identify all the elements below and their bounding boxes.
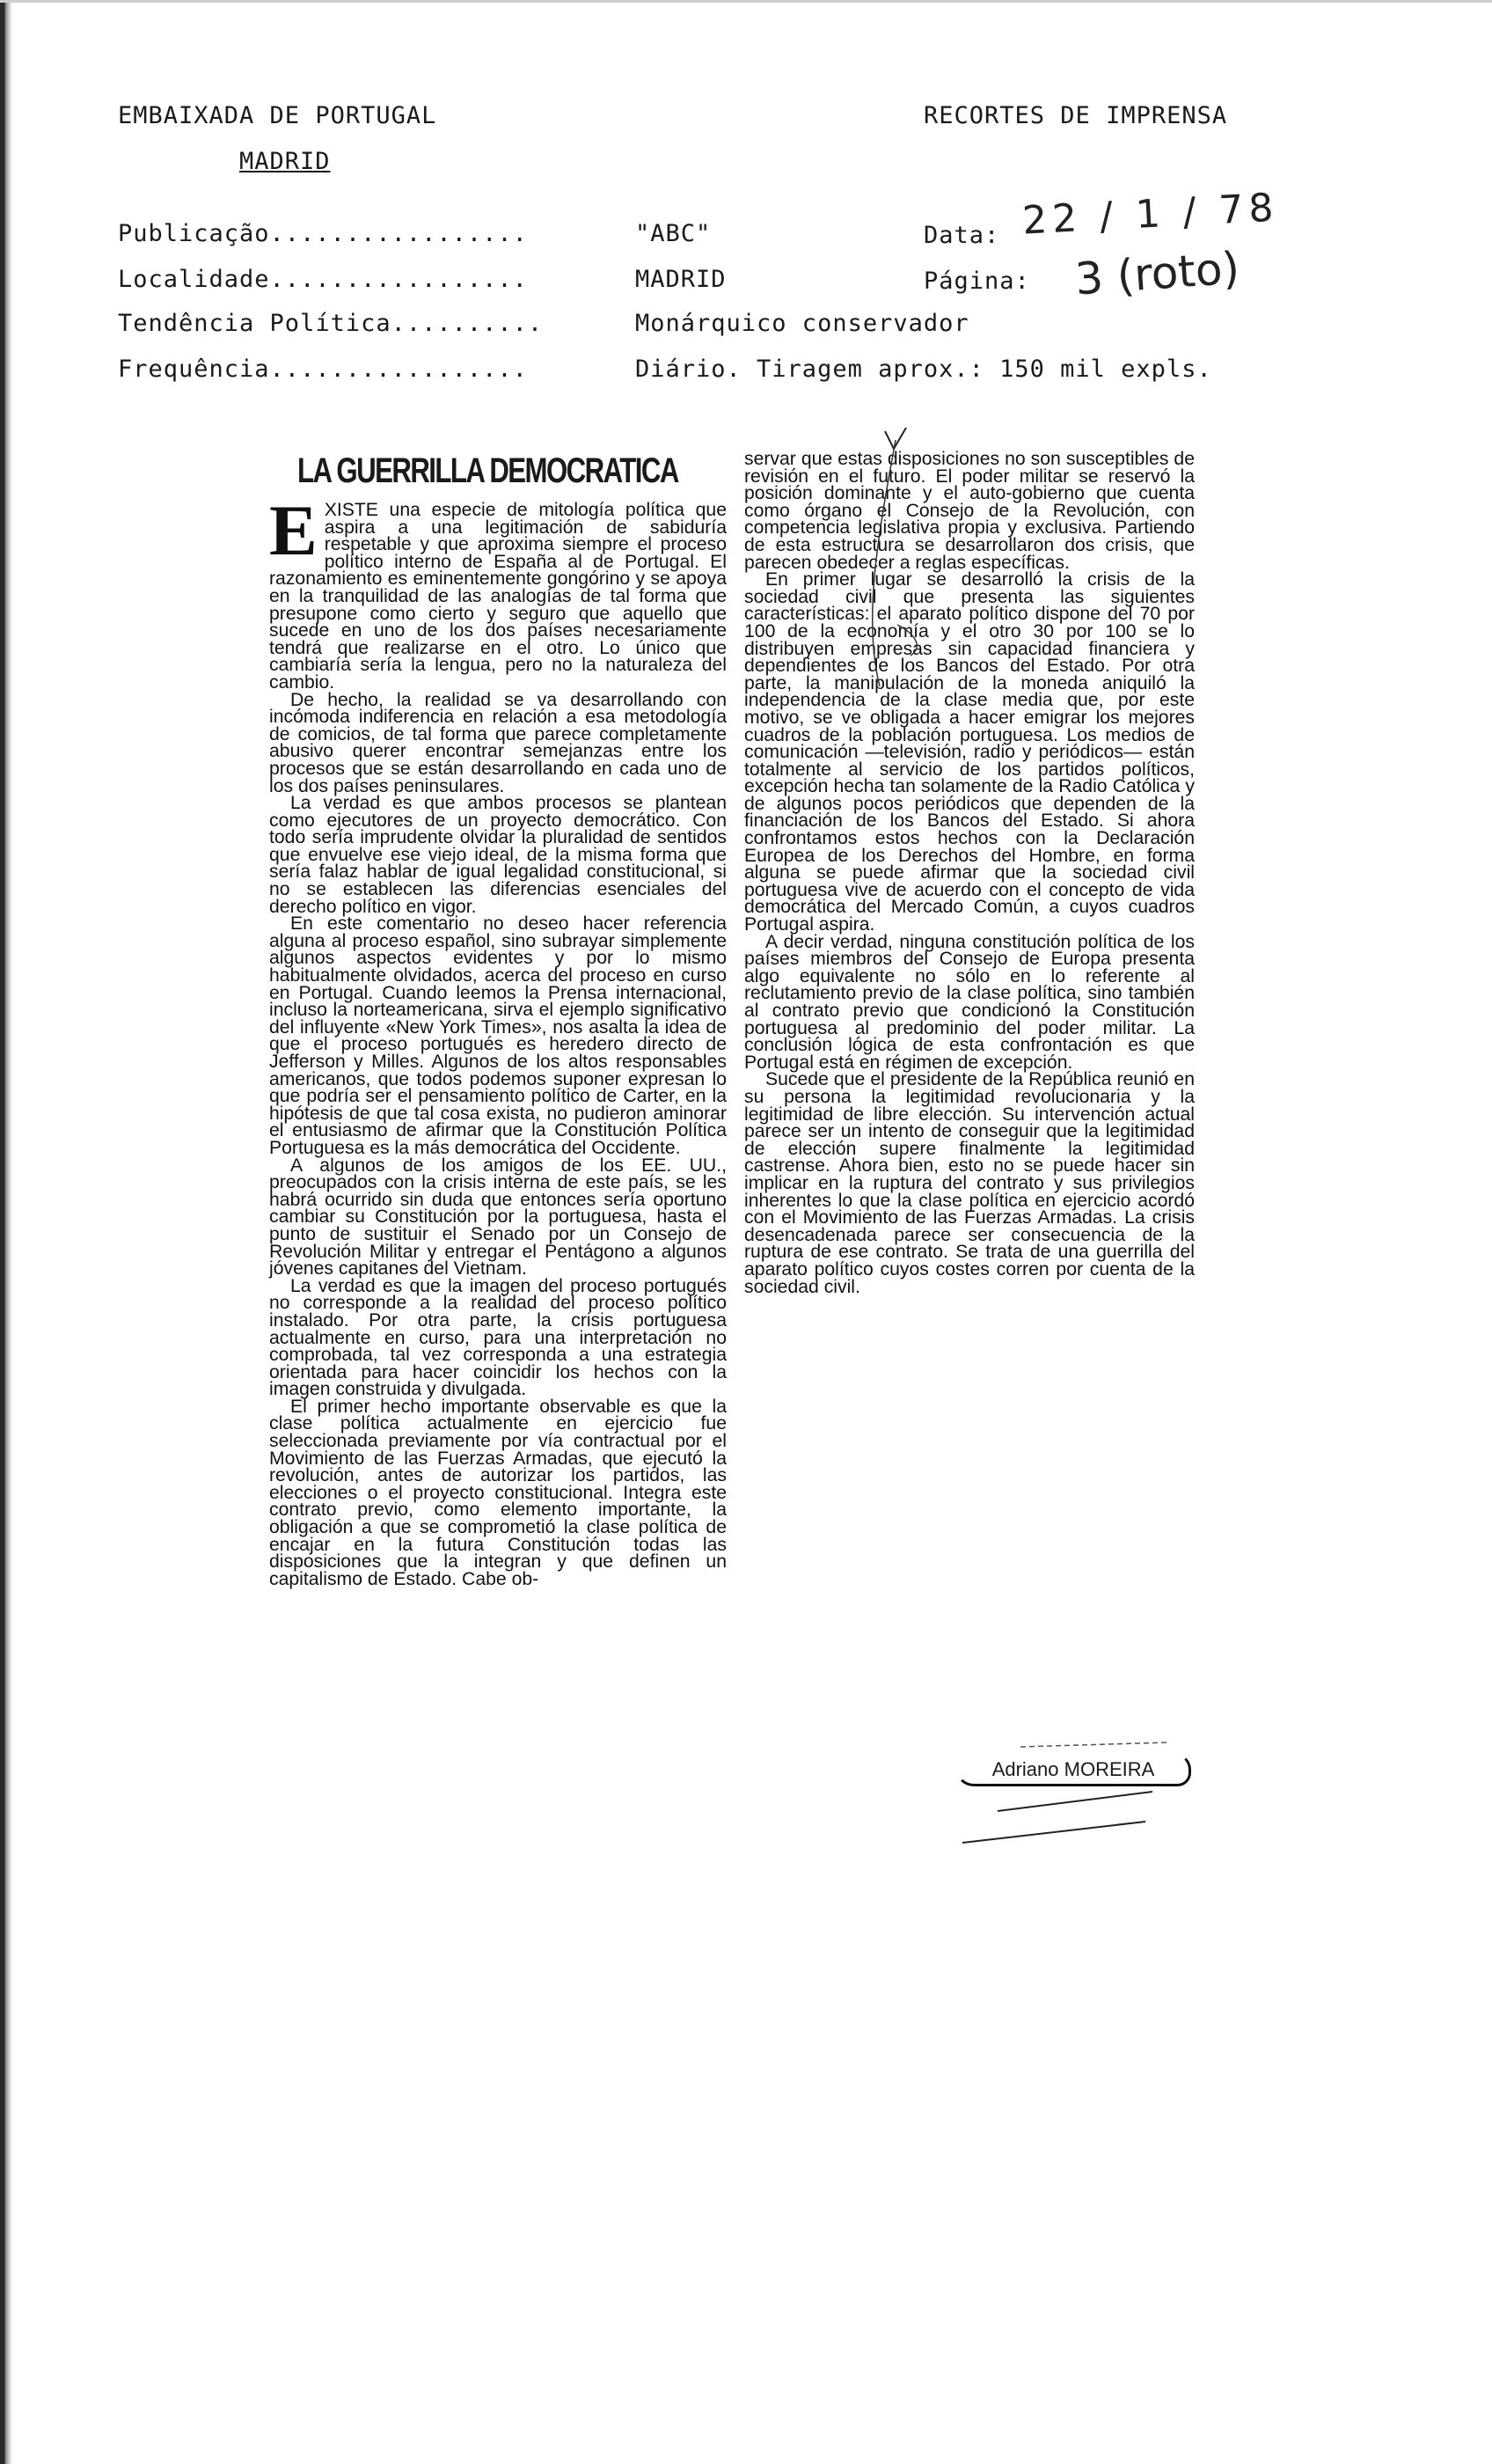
pen-mark-check — [885, 428, 906, 449]
article-headline: LA GUERRILLA DEMOCRATICA — [297, 451, 678, 490]
author-signature: Adriano MOREIRA — [955, 1753, 1191, 1786]
paragraph: Sucede que el presidente de la República reunió en su persona la legitimidad revolucionaria y la legitimidad de libre elección. Su intervención actual parece ser un intento de conseguir que la legitimidad de elección supere finalmente la legitimidad castrense. Ahora bien, esto no se puede hacer sin implicar en la ruptura del contrato y sus privilegios inherentes lo que la clase política en ejercicio acordó con el Movimiento de las Fuerzas Armadas. La crisis desencadenada parece ser consecuencia de la ruptura de ese contrato. Se trata de una guerrilla del aparato político cuyos costes corren por cuenta de la sociedad civil. — [744, 1069, 1195, 1297]
service-label: RECORTES DE IMPRENSA — [924, 102, 1228, 129]
date-label: Data: — [924, 222, 1000, 249]
frequency-value: Diário. Tiragem aprox.: 150 mil expls. — [635, 356, 1212, 383]
paragraph: A algunos de los amigos de los EE. UU., preocupados con la crisis interna de este país, se les habrá ocurrido sin duda que entonces sería oportuno cambiar su Constitución por la portuguesa, hasta el punto de sustituir el Senado por un Consejo de Revolución Militar y entregar el Pentágono a algunos jóvenes capitanes del Vietnam. — [269, 1155, 727, 1280]
pen-underline-2 — [962, 1822, 1145, 1843]
pen-mark-curve — [897, 625, 917, 656]
paragraph: En este comentario no deseo hacer referencia alguna al proceso español, sino subrayar simplemente algunos aspectos evidentes y por lo mismo habitualmente olvidados, acerca del proceso en curso en Portugal. Cuando leemos la Prensa internacional, incluso la norteamericana, sirva el ejemplo significativo del influyente «New York Times», nos asalta la idea de que el proceso portugués es heredero directo de Jefferson y Milles. Algunos de los altos responsables americanos, que todos podemos suponer expresan lo que podría ser el pensamiento político de Carter, en la hipótesis de que tal cosa exista, no pudieron aminorar el entusiasmo de afirmar que la Constitución Política Portuguesa es la más democrática del Occidente. — [269, 913, 727, 1158]
paragraph-text: XISTE una especie de mitología política que aspira a una legitimación de sabiduría respetable y que aproxima siempre el proceso político interno de España al de Portugal. El razonamiento es eminentemente gongórino y se apoya en la tranquilidad de las analogías de tal forma que presupone como cierto y seguro que aquello que sucede en uno de los dos países necesariamente tendrá que realizarse en el otro. Lo único que cambiaría sería la lengua, pero no la naturaleza del cambio. — [269, 500, 727, 693]
paragraph: La verdad es que ambos procesos se plantean como ejecutores de un proyecto democrático. Con todo sería imprudente olvidar la pluralidad de sentidos que envuelve ese viejo ideal, de la misma forma que sería falaz hablar de igual legalidad constitucional, si no se establecen las diferencias esenciales del derecho político en vigor. — [269, 793, 727, 917]
paragraph: La verdad es que la imagen del proceso portugués no corresponde a la realidad del proceso político instalado. Por otra parte, la crisis portuguesa actualmente en curso, para una interpretación no comprobada, tal vez corresponda a una estrategia orientada para hacer coincidir los hechos con la imagen construida y divulgada. — [269, 1275, 727, 1400]
drop-cap: E — [269, 490, 318, 570]
locality-value: MADRID — [635, 266, 727, 293]
publication-label: Publicação................. — [118, 220, 528, 247]
paragraph: En primer lugar se desarrolló la crisis de la sociedad civil que presenta las siguientes características: el aparato político dispone del 70 por 100 de la economía y el otro 30 por 100 se lo distribuyen empresas sin capacidad financiera y dependientes de los Bancos del Estado. Por otra parte, la manipulación de la moneda aniquiló la independencia de la clase media que, por este motivo, se ve obligada a hacer emigrar los mejores cuadros de la población portuguesa. Los medios de comunicación —televisión, radio y periódicos— están totalmente al servicio de los partidos políticos, excepción hecha tan solamente de la Radio Católica y de algunos pocos periódicos que dependen de la financiación de los Bancos del Estado. Si ahora confrontamos estos hechos con la Declaración Europea de los Derechos del Hombre, en forma alguna se puede afirmar que la sociedad civil portuguesa vive de acuerdo con el concepto de vida democrática del Mercado Común, a cuyos cuadros Portugal aspira. — [744, 569, 1195, 935]
date-handwritten: 22 / 1 / 78 — [1020, 185, 1280, 244]
paragraph: A decir verdad, ninguna constitución política de los países miembros del Consejo de Europa presenta algo equivalente no sólo en lo referente al reclutamiento previo de la clase política, sino también al contrato previo que condicionó la Constitución portuguesa al predominio del poder militar. La conclusión lógica de esta confrontación es que Portugal está en régimen de excepción. — [744, 931, 1195, 1073]
page-label: Página: — [924, 268, 1030, 295]
page-handwritten: 3 (roto) — [1073, 242, 1241, 305]
pen-mark-stroke — [873, 440, 896, 686]
city-label: MADRID — [239, 148, 331, 175]
locality-label: Localidade................. — [118, 266, 528, 293]
publication-value: "ABC" — [635, 220, 712, 247]
tendency-label: Tendência Política.......... — [118, 310, 544, 337]
paragraph: El primer hecho importante observable es que la clase política actualmente en ejercicio fue seleccionada previamente por vía contractual por el Movimiento de las Fuerzas Armadas, que ejecutó la revolución, antes de autorizar los partidos, las elecciones o el proyecto constitucional. Integra este contrato previo, como elemento importante, la obligación a que se comprometió la clase política de encajar en la futura Constitución todas las disposiciones que la integran y que definen un capitalismo de Estado. Cabe ob- — [269, 1396, 727, 1589]
embassy-label: EMBAIXADA DE PORTUGAL — [118, 102, 437, 129]
paragraph: De hecho, la realidad se va desarrollando con incómoda indiferencia en relación a esa metodología de comicios, de tal forma que parece completamente abusivo querer encontrar semejanzas entre los procesos que se están desarrollando en cada uno de los dos países peninsulares. — [269, 689, 727, 796]
frequency-label: Frequência................. — [118, 356, 528, 383]
paragraph: servar que estas disposiciones no son susceptibles de revisión en el futuro. El poder militar se reservó la posición dominante y el auto-gobierno que cuenta como órgano el Consejo de la Revolución, con competencia legislativa propia y exclusiva. Partiendo de esta estructura se desarrollaron dos crisis, que parecen obedecer a reglas específicas. — [744, 449, 1195, 573]
pen-underline-1 — [998, 1792, 1152, 1811]
pen-underline-3 — [1020, 1742, 1170, 1747]
tendency-value: Monárquico conservador — [635, 310, 969, 337]
